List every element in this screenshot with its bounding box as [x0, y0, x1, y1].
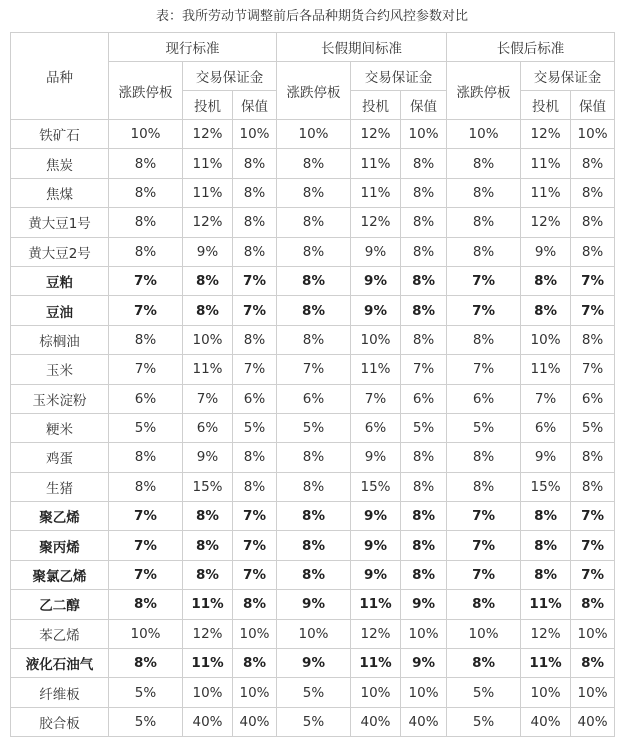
value-cell: 8% [277, 178, 351, 207]
variety-name: 玉米淀粉 [11, 384, 109, 413]
value-cell: 6% [521, 413, 571, 442]
value-cell: 9% [183, 443, 233, 472]
value-cell: 8% [447, 590, 521, 619]
value-cell: 5% [447, 707, 521, 736]
value-cell: 10% [447, 619, 521, 648]
value-cell: 8% [183, 266, 233, 295]
value-cell: 5% [401, 413, 447, 442]
value-cell: 8% [571, 149, 615, 178]
value-cell: 8% [233, 443, 277, 472]
value-cell: 7% [183, 384, 233, 413]
value-cell: 9% [351, 443, 401, 472]
value-cell: 11% [183, 178, 233, 207]
value-cell: 8% [109, 325, 183, 354]
value-cell: 8% [233, 590, 277, 619]
value-cell: 10% [233, 678, 277, 707]
value-cell: 5% [109, 678, 183, 707]
value-cell: 9% [521, 237, 571, 266]
value-cell: 8% [183, 502, 233, 531]
table-row [11, 266, 615, 295]
value-cell: 10% [521, 325, 571, 354]
value-cell: 8% [277, 208, 351, 237]
variety-name: 聚丙烯 [11, 531, 109, 560]
table-row [11, 590, 615, 619]
value-cell: 8% [401, 443, 447, 472]
value-cell: 8% [571, 325, 615, 354]
header-spec: 投机 [521, 91, 571, 120]
variety-name: 玉米 [11, 355, 109, 384]
value-cell: 7% [233, 296, 277, 325]
value-cell: 9% [401, 649, 447, 678]
value-cell: 8% [571, 590, 615, 619]
value-cell: 11% [351, 590, 401, 619]
value-cell: 7% [109, 355, 183, 384]
value-cell: 9% [351, 531, 401, 560]
value-cell: 8% [233, 325, 277, 354]
header-margin: 交易保证金 [521, 62, 615, 91]
value-cell: 40% [183, 707, 233, 736]
value-cell: 6% [351, 413, 401, 442]
value-cell: 40% [521, 707, 571, 736]
value-cell: 11% [183, 590, 233, 619]
value-cell: 11% [183, 649, 233, 678]
value-cell: 8% [447, 178, 521, 207]
risk-parameter-table [10, 32, 615, 737]
value-cell: 8% [401, 237, 447, 266]
value-cell: 8% [401, 472, 447, 501]
value-cell: 7% [447, 531, 521, 560]
value-cell: 5% [447, 678, 521, 707]
header-limit: 涨跌停板 [447, 62, 521, 120]
value-cell: 8% [571, 472, 615, 501]
variety-name: 豆油 [11, 296, 109, 325]
table-row [11, 237, 615, 266]
value-cell: 5% [571, 413, 615, 442]
value-cell: 8% [183, 560, 233, 589]
value-cell: 15% [183, 472, 233, 501]
value-cell: 10% [183, 325, 233, 354]
table-caption: 表：我所劳动节调整前后各品种期货合约风控参数对比 [155, 9, 468, 24]
value-cell: 8% [277, 266, 351, 295]
value-cell: 11% [351, 178, 401, 207]
value-cell: 6% [401, 384, 447, 413]
table-row [11, 149, 615, 178]
value-cell: 7% [233, 266, 277, 295]
value-cell: 7% [521, 384, 571, 413]
value-cell: 8% [521, 502, 571, 531]
value-cell: 10% [351, 678, 401, 707]
header-variety: 品种 [11, 33, 109, 120]
table-row [11, 678, 615, 707]
value-cell: 11% [521, 355, 571, 384]
value-cell: 12% [183, 208, 233, 237]
value-cell: 8% [277, 560, 351, 589]
value-cell: 9% [351, 296, 401, 325]
value-cell: 8% [401, 178, 447, 207]
value-cell: 11% [521, 649, 571, 678]
value-cell: 7% [109, 266, 183, 295]
value-cell: 8% [401, 296, 447, 325]
value-cell: 7% [233, 531, 277, 560]
value-cell: 5% [277, 707, 351, 736]
value-cell: 10% [571, 619, 615, 648]
table-row [11, 619, 615, 648]
header-group-current: 现行标准 [109, 33, 277, 62]
value-cell: 10% [401, 678, 447, 707]
variety-name: 粳米 [11, 413, 109, 442]
value-cell: 8% [183, 531, 233, 560]
header-limit: 涨跌停板 [277, 62, 351, 120]
value-cell: 9% [521, 443, 571, 472]
value-cell: 12% [521, 120, 571, 149]
value-cell: 6% [109, 384, 183, 413]
variety-name: 铁矿石 [11, 120, 109, 149]
value-cell: 8% [277, 472, 351, 501]
value-cell: 8% [109, 237, 183, 266]
value-cell: 8% [109, 472, 183, 501]
value-cell: 7% [571, 355, 615, 384]
table-row [11, 707, 615, 736]
value-cell: 7% [447, 266, 521, 295]
value-cell: 6% [277, 384, 351, 413]
value-cell: 5% [109, 707, 183, 736]
variety-name: 液化石油气 [11, 649, 109, 678]
value-cell: 8% [571, 649, 615, 678]
table-body [11, 120, 615, 737]
value-cell: 8% [401, 266, 447, 295]
value-cell: 5% [277, 678, 351, 707]
value-cell: 11% [351, 355, 401, 384]
value-cell: 9% [277, 649, 351, 678]
header-group-after: 长假后标准 [447, 33, 615, 62]
value-cell: 8% [447, 472, 521, 501]
value-cell: 10% [351, 325, 401, 354]
value-cell: 6% [183, 413, 233, 442]
table-row [11, 178, 615, 207]
value-cell: 7% [109, 560, 183, 589]
value-cell: 9% [351, 266, 401, 295]
value-cell: 8% [109, 590, 183, 619]
value-cell: 8% [447, 149, 521, 178]
value-cell: 8% [233, 149, 277, 178]
variety-name: 豆粕 [11, 266, 109, 295]
value-cell: 11% [521, 149, 571, 178]
value-cell: 6% [571, 384, 615, 413]
variety-name: 黄大豆1号 [11, 208, 109, 237]
value-cell: 8% [277, 443, 351, 472]
table-row [11, 355, 615, 384]
value-cell: 10% [277, 619, 351, 648]
value-cell: 8% [401, 502, 447, 531]
value-cell: 6% [447, 384, 521, 413]
value-cell: 8% [233, 237, 277, 266]
value-cell: 8% [521, 266, 571, 295]
table-row [11, 502, 615, 531]
value-cell: 8% [277, 237, 351, 266]
value-cell: 8% [277, 502, 351, 531]
value-cell: 12% [351, 619, 401, 648]
table-row [11, 531, 615, 560]
value-cell: 10% [571, 678, 615, 707]
header-hedge: 保值 [233, 91, 277, 120]
value-cell: 8% [401, 531, 447, 560]
variety-name: 聚乙烯 [11, 502, 109, 531]
variety-name: 苯乙烯 [11, 619, 109, 648]
header-row-groups [11, 33, 615, 62]
value-cell: 8% [109, 178, 183, 207]
value-cell: 7% [233, 560, 277, 589]
value-cell: 8% [109, 649, 183, 678]
value-cell: 5% [109, 413, 183, 442]
variety-name: 黄大豆2号 [11, 237, 109, 266]
variety-name: 胶合板 [11, 707, 109, 736]
variety-name: 焦煤 [11, 178, 109, 207]
value-cell: 7% [109, 502, 183, 531]
header-margin: 交易保证金 [183, 62, 277, 91]
variety-name: 棕榈油 [11, 325, 109, 354]
table-row [11, 443, 615, 472]
value-cell: 6% [233, 384, 277, 413]
value-cell: 11% [351, 649, 401, 678]
value-cell: 12% [351, 120, 401, 149]
value-cell: 10% [183, 678, 233, 707]
value-cell: 7% [571, 531, 615, 560]
table-row [11, 296, 615, 325]
table-row [11, 472, 615, 501]
value-cell: 8% [183, 296, 233, 325]
value-cell: 10% [401, 120, 447, 149]
value-cell: 8% [109, 443, 183, 472]
value-cell: 7% [351, 384, 401, 413]
value-cell: 7% [571, 560, 615, 589]
variety-name: 聚氯乙烯 [11, 560, 109, 589]
value-cell: 10% [233, 619, 277, 648]
value-cell: 7% [277, 355, 351, 384]
value-cell: 8% [571, 178, 615, 207]
value-cell: 40% [571, 707, 615, 736]
value-cell: 11% [521, 590, 571, 619]
table-row [11, 208, 615, 237]
value-cell: 7% [447, 296, 521, 325]
value-cell: 8% [447, 208, 521, 237]
value-cell: 12% [183, 120, 233, 149]
value-cell: 8% [521, 296, 571, 325]
value-cell: 9% [183, 237, 233, 266]
value-cell: 8% [571, 443, 615, 472]
value-cell: 7% [233, 502, 277, 531]
value-cell: 8% [521, 560, 571, 589]
value-cell: 8% [109, 208, 183, 237]
value-cell: 9% [351, 502, 401, 531]
value-cell: 8% [571, 208, 615, 237]
value-cell: 10% [447, 120, 521, 149]
header-spec: 投机 [351, 91, 401, 120]
value-cell: 40% [351, 707, 401, 736]
value-cell: 7% [401, 355, 447, 384]
value-cell: 8% [233, 208, 277, 237]
value-cell: 7% [447, 502, 521, 531]
variety-name: 生猪 [11, 472, 109, 501]
value-cell: 7% [447, 355, 521, 384]
header-margin: 交易保证金 [351, 62, 447, 91]
value-cell: 8% [521, 531, 571, 560]
value-cell: 10% [277, 120, 351, 149]
table-row [11, 649, 615, 678]
table-row [11, 560, 615, 589]
value-cell: 8% [233, 178, 277, 207]
value-cell: 9% [277, 590, 351, 619]
value-cell: 8% [401, 149, 447, 178]
value-cell: 12% [183, 619, 233, 648]
value-cell: 11% [521, 178, 571, 207]
value-cell: 7% [571, 502, 615, 531]
value-cell: 11% [183, 149, 233, 178]
value-cell: 8% [277, 149, 351, 178]
value-cell: 8% [277, 296, 351, 325]
value-cell: 15% [521, 472, 571, 501]
value-cell: 7% [447, 560, 521, 589]
value-cell: 9% [351, 560, 401, 589]
value-cell: 8% [401, 325, 447, 354]
table-row [11, 413, 615, 442]
header-hedge: 保值 [401, 91, 447, 120]
value-cell: 8% [447, 237, 521, 266]
value-cell: 12% [521, 208, 571, 237]
value-cell: 8% [571, 237, 615, 266]
value-cell: 10% [109, 619, 183, 648]
value-cell: 8% [233, 472, 277, 501]
variety-name: 鸡蛋 [11, 443, 109, 472]
value-cell: 10% [401, 619, 447, 648]
value-cell: 12% [351, 208, 401, 237]
value-cell: 12% [521, 619, 571, 648]
value-cell: 40% [233, 707, 277, 736]
value-cell: 10% [233, 120, 277, 149]
value-cell: 9% [351, 237, 401, 266]
value-cell: 8% [233, 649, 277, 678]
header-spec: 投机 [183, 91, 233, 120]
value-cell: 8% [109, 149, 183, 178]
value-cell: 5% [233, 413, 277, 442]
value-cell: 7% [233, 355, 277, 384]
value-cell: 8% [401, 208, 447, 237]
header-hedge: 保值 [571, 91, 615, 120]
header-limit: 涨跌停板 [109, 62, 183, 120]
value-cell: 5% [277, 413, 351, 442]
value-cell: 8% [277, 531, 351, 560]
value-cell: 7% [571, 296, 615, 325]
value-cell: 5% [447, 413, 521, 442]
value-cell: 11% [183, 355, 233, 384]
value-cell: 8% [401, 560, 447, 589]
value-cell: 11% [351, 149, 401, 178]
value-cell: 10% [109, 120, 183, 149]
header-group-holiday: 长假期间标准 [277, 33, 447, 62]
value-cell: 10% [521, 678, 571, 707]
table-row [11, 325, 615, 354]
value-cell: 8% [447, 325, 521, 354]
value-cell: 7% [109, 296, 183, 325]
table-row [11, 384, 615, 413]
value-cell: 40% [401, 707, 447, 736]
value-cell: 7% [571, 266, 615, 295]
value-cell: 7% [109, 531, 183, 560]
value-cell: 8% [447, 649, 521, 678]
table-row [11, 120, 615, 149]
value-cell: 8% [277, 325, 351, 354]
variety-name: 乙二醇 [11, 590, 109, 619]
value-cell: 9% [401, 590, 447, 619]
value-cell: 10% [571, 120, 615, 149]
value-cell: 8% [447, 443, 521, 472]
value-cell: 15% [351, 472, 401, 501]
variety-name: 纤维板 [11, 678, 109, 707]
variety-name: 焦炭 [11, 149, 109, 178]
